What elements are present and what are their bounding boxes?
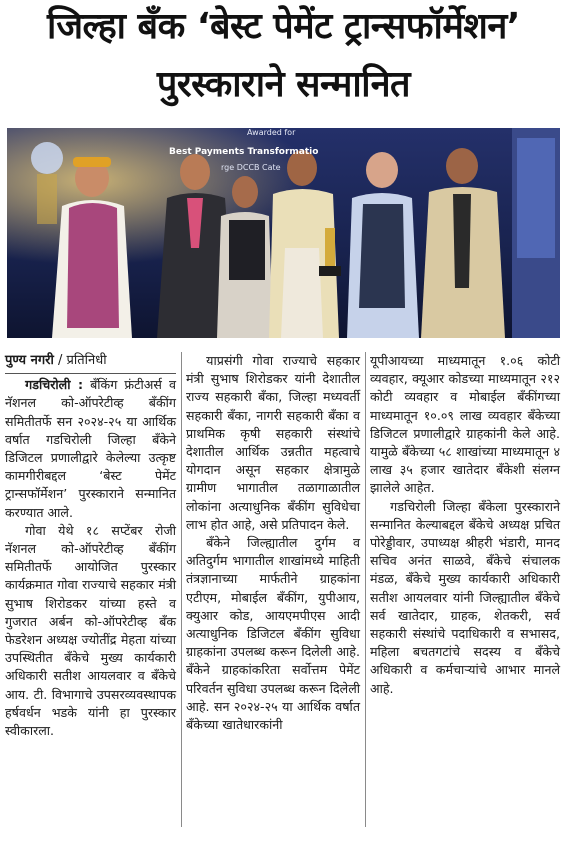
banner-text-1: Awarded for (247, 128, 296, 137)
byline-role: प्रतिनिधी (66, 353, 107, 368)
dateline: गडचिरोली : (25, 377, 83, 393)
paragraph: यूपीआयच्या माध्यमातून १.०६ कोटी व्यवहार, क्यूआर कोडच्या माध्यमातून २१२ कोटी व्यवहार व मोबाईल बँकींगच्या माध्यमातून १०.०९ लाख व्यवहार बँकेच्या डिजिटल प्रणालीद्वारे ग्राहकांनी केले आहे. यामुळे बँकेच्या ५८ शाखांच्या माध्यमातून ४ लाख ३५ हजार खातेदार बँकेशी संलग्न झालेले आहेत. (370, 353, 560, 496)
paragraph (5, 376, 176, 522)
headline-line-2: पुरस्काराने सन्मानित (156, 64, 411, 105)
banner-text-3: rge DCCB Cate (221, 163, 281, 172)
headline-line-1: जिल्हा बँक ‘बेस्ट पेमेंट ट्रान्सफॉर्मेशन’ (47, 6, 520, 47)
paragraph: गोवा येथे १८ सप्टेंबर रोजी नॅशनल को-ऑपरेटीव्ह बँकींग समितीतर्फे आयोजित पुरस्कार कार्यक्रमात गोवा राज्याचे सहकार मंत्री सुभाष शिरोडकर यांच्या हस्ते व गुजरात अर्बन को-ऑपरेटीव्ह बँक फेडरेशन अध्यक्ष ज्योतींद्र मेहता यांच्या उपस्थितीत बँकेचे मुख्य कार्यकारी अधिकारी सतीश आयलवार व बँकेचे आय. टी. विभागाचे उपसरव्यवस्थापक हर्षवर्धन भडके यांनी हा पुरस्कार स्वीकारला. (5, 522, 176, 739)
paragraph-text: बँकिंग फ्रंटीअर्स व नॅशनल को-ऑपरेटीव्ह बँकींग समितीतर्फे सन २०२४-२५ या आर्थिक वर्षात गडचिरोली जिल्हा बँकेने डिजिटल प्रणालीद्वारे केलेल्या उत्कृष्ट कामगीरीबद्दल ‘बेस्ट पेमेंट ट्रान्सफॉर्मेशन’ पुरस्काराने सन्मानित करण्यात आले. (5, 377, 176, 520)
banner-text-2: Best Payments Transformatio (169, 147, 319, 157)
byline-separator: / (53, 353, 67, 368)
article-column-1 (5, 352, 176, 740)
byline (5, 352, 176, 374)
paragraph: बँकेने जिल्ह्यातील दुर्गम व अतिदुर्गम भागातील शाखांमध्ये माहिती तंत्रज्ञानाच्या मार्फतीने ग्राहकांना एटीएम, मोबाईल बँकींग, युपीआय, क्युआर कोड, आयएमपीएस आदी अत्याधुनिक डिजिटल बँकींग सुविधा ग्राहकांना उपलब्ध करून दिलेली आहे. बँकेने ग्राहकांकरिता सर्वोत्तम पेमेंट परिवर्तन सुविधा उपलब्ध करून दिलेली आहे. सन २०२४-२५ या आर्थिक वर्षात बँकेच्या खातेधारकांनी (186, 535, 360, 733)
paragraph: याप्रसंगी गोवा राज्याचे सहकार मंत्री सुभाष शिरोडकर यांनी देशातील राज्य सहकारी बँका, जिल्हा मध्यवर्ती सहकारी बँका, नागरी सहकारी बँका व प्राथमिक कृषी सहकारी संस्थांचे देशातील आर्थिक उन्नतीत महत्वाचे योगदान असून सहकार क्षेत्रामुळे ग्रामीण भागातील तळागाळातील लोकांना अत्याधुनिक बँकींग सुविधेचा लाभ होत आहे, असे प्रतिपादन केले. (186, 353, 360, 532)
award-ceremony-photo (7, 128, 560, 338)
article-column-2 (186, 352, 360, 734)
column-divider (365, 352, 366, 827)
column-divider (181, 352, 182, 827)
byline-source: पुण्य नगरी (5, 353, 54, 368)
article-column-3 (370, 352, 560, 698)
paragraph: गडचिरोली जिल्हा बँकेला पुरस्काराने सन्मानित केल्याबद्दल बँकेचे अध्यक्ष प्रचित पोरेड्डीवार, उपाध्यक्ष श्रीहरी भंडारी, मानद सचिव अनंत साळवे, बँकेचे संचालक मंडळ, बँकेचे मुख्य कार्यकारी अधिकारी सतीश आयलवार यांनी जिल्ह्यातील बँकेचे सर्व खातेदार, ग्राहक, शेतकरी, सर्व सहकारी संस्थांचे पदाधिकारी व सभासद, महिला बचतगटांचे सदस्य व बँकेचे अधिकारी व कर्मचाऱ्यांचे आभार मानले आहे. (370, 498, 560, 696)
